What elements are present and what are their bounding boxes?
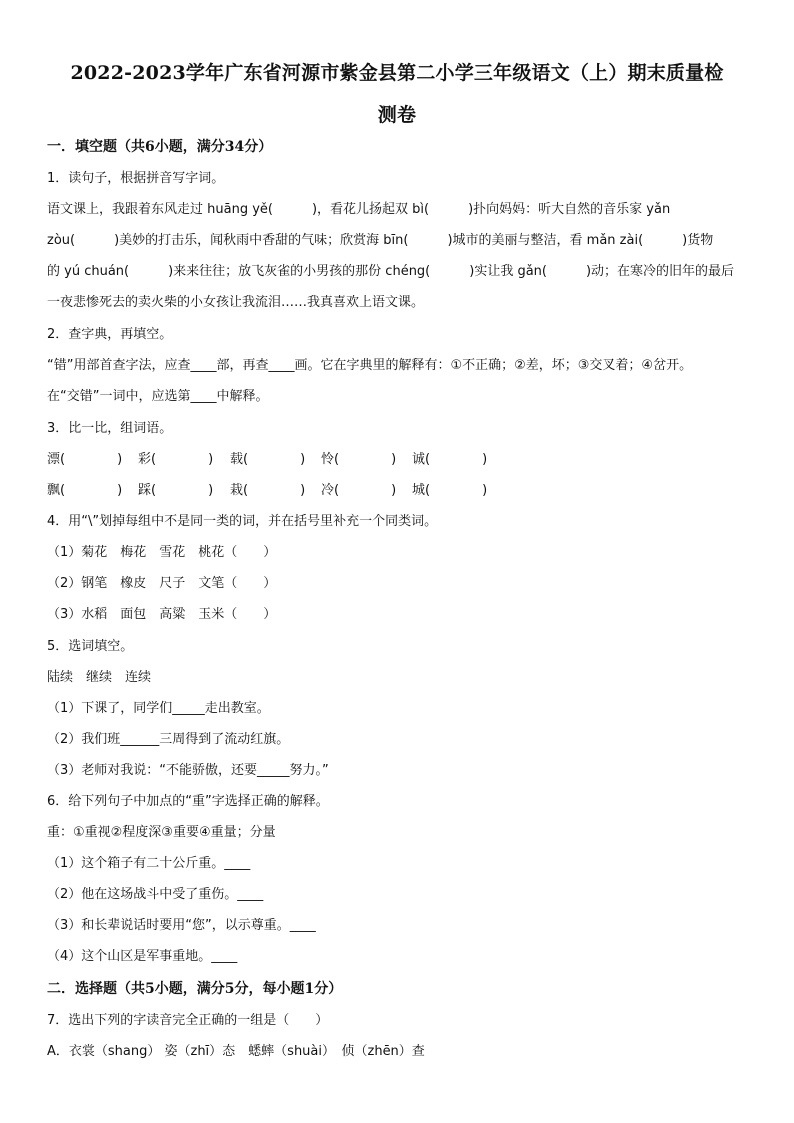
question-7-stem: 7．选出下列的字读音完全正确的一组是（ ） <box>47 1013 329 1028</box>
exam-title-line2: 测卷 <box>377 104 417 126</box>
q3-row1-item: 漂( ) <box>47 452 123 467</box>
question-1-line-4: 一夜悲惨死去的卖火柴的小女孩让我流泪……我真喜欢上语文课。 <box>47 295 425 310</box>
question-1-line-2: zòu( )美妙的打击乐，闻秋雨中香甜的气味；欣赏海 bīn( )城市的美丽与整洁，看 mǎn zài( )货物 <box>47 233 714 248</box>
question-5-word-bank: 陆续 继续 连续 <box>47 670 152 685</box>
question-2-line-1: “错”用部首查字法，应查____部，再查____画。它在字典里的解释有：①不正确；②差，坏；③交叉着；④岔开。 <box>47 358 693 373</box>
q3-row1-item: 诚( ) <box>412 452 488 467</box>
section-fill-in-heading: 一．填空题（共6小题，满分34分） <box>47 139 273 155</box>
q3-row1-item: 彩( ) <box>138 452 214 467</box>
question-4-stem: 4．用“\”划掉每组中不是同一类的词，并在括号里补充一个同类词。 <box>47 514 438 529</box>
question-6-stem: 6．给下列句子中加点的“重”字选择正确的解释。 <box>47 794 329 809</box>
question-4-item-1: （1）菊花 梅花 雪花 桃花（ ） <box>47 545 277 560</box>
question-1-line-1: 语文课上，我跟着东风走过 huāng yě( )，看花儿扬起双 bì( )扑向妈妈：听大自然的音乐家 yǎn <box>47 202 671 217</box>
question-3-stem: 3．比一比，组词语。 <box>47 421 173 436</box>
question-2-line-2: 在“交错”一词中，应选第____中解释。 <box>47 389 269 404</box>
q3-row1-item: 载( ) <box>230 452 306 467</box>
q3-row2-item: 飘( ) <box>47 483 123 498</box>
question-5-item-1: （1）下课了，同学们_____走出教室。 <box>47 701 270 716</box>
question-4-item-3: （3）水稻 面包 高粱 玉米（ ） <box>47 607 277 622</box>
question-4-item-2: （2）钢笔 橡皮 尺子 文笔（ ） <box>47 576 277 591</box>
question-1-stem: 1．读句子，根据拼音写字词。 <box>47 171 225 186</box>
question-6-item-3: （3）和长辈说话时要用“您”，以示尊重。____ <box>47 918 316 933</box>
q3-row2-item: 栽( ) <box>230 483 306 498</box>
question-7-option-a: A．衣裳（shang） 姿（zhī）态 蟋蟀（shuài） 侦（zhēn）查 <box>47 1044 425 1059</box>
q3-row1-item: 怜( ) <box>321 452 397 467</box>
question-1-line-3: 的 yú chuán( )来来往往；放飞灰雀的小男孩的那份 chéng( )实让我 gǎn( )动；在寒冷的旧年的最后 <box>47 264 735 279</box>
question-5-item-2: （2）我们班______三周得到了流动红旗。 <box>47 732 290 747</box>
q3-row2-item: 冷( ) <box>321 483 397 498</box>
question-5-stem: 5．选词填空。 <box>47 639 134 654</box>
exam-title-line1: 2022-2023学年广东省河源市紫金县第二小学三年级语文（上）期末质量检 <box>70 62 724 84</box>
question-6-item-1: （1）这个箱子有二十公斤重。____ <box>47 856 251 871</box>
q3-row2-item: 踩( ) <box>138 483 214 498</box>
question-5-item-3: （3）老师对我说：“不能骄傲，还要_____努力。” <box>47 763 329 778</box>
question-6-meanings: 重：①重视②程度深③重要④重量；分量 <box>47 825 276 840</box>
question-2-stem: 2．查字典，再填空。 <box>47 327 173 342</box>
question-6-item-4: （4）这个山区是军事重地。____ <box>47 949 238 964</box>
section-choice-heading: 二．选择题（共5小题，满分5分，每小题1分） <box>47 981 343 997</box>
question-6-item-2: （2）他在这场战斗中受了重伤。____ <box>47 887 264 902</box>
q3-row2-item: 城( ) <box>412 483 488 498</box>
